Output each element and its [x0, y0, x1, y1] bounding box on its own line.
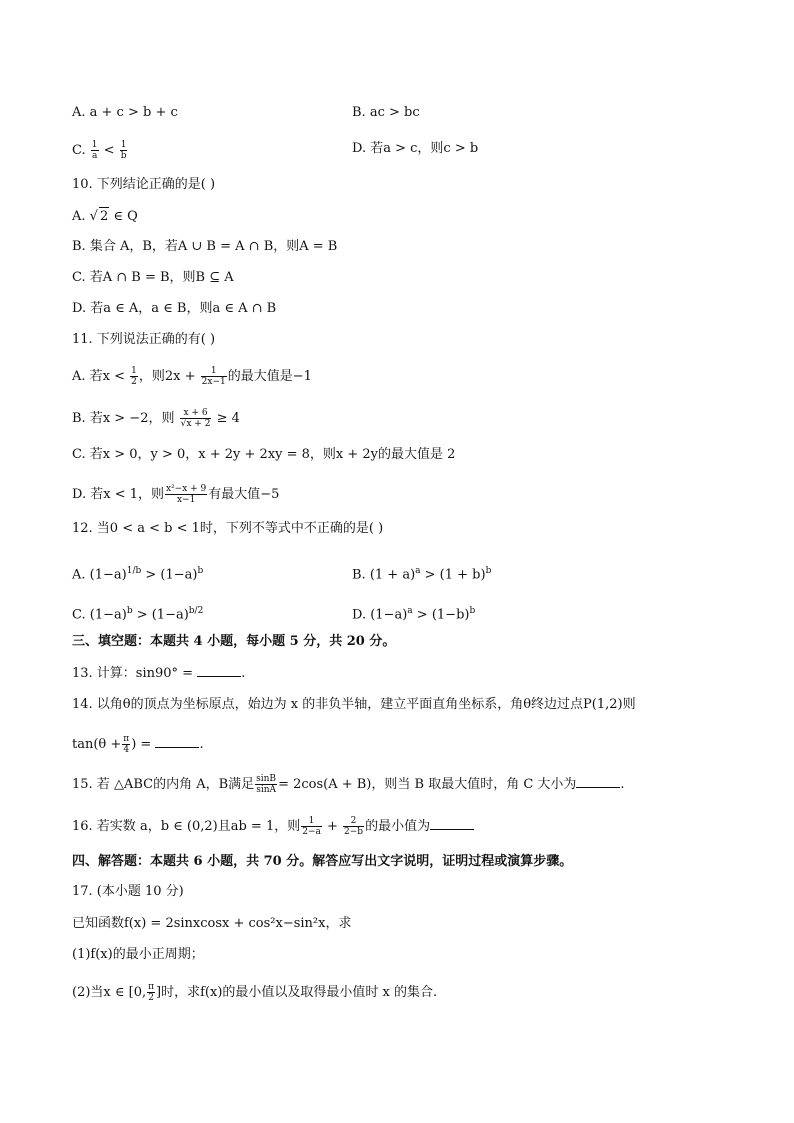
q14-line-2	[72, 734, 204, 755]
q15-suffix: = 2cos(A + B)，则当 B 取最大值时，角 C 大小为	[278, 777, 577, 792]
q12-b-exponent-2: b	[485, 566, 492, 576]
answer-blank	[430, 817, 474, 830]
answer-blank	[576, 775, 620, 788]
q16-f2-den: 2−b	[344, 827, 364, 837]
section-4-heading-text: 四、解答题：本题共 6 小题，共 70 分。解答应写出文字说明，证明过程或演算步骤。	[72, 854, 573, 869]
section-3-heading-text: 三、填空题：本题共 4 小题，每小题 5 分，共 20 分。	[72, 634, 396, 649]
q11-stem-text: 11. 下列说法正确的有( )	[72, 332, 216, 347]
q17-head	[72, 883, 184, 901]
q11-d-den: x−1	[176, 495, 196, 505]
q11-a-f2-num: 1	[201, 366, 227, 377]
q12-a-base: A. (1−a)	[72, 567, 127, 583]
q12-c-rest: > (1−a)	[132, 607, 189, 623]
q10-option-b	[72, 238, 337, 256]
q11-a-f1-den: 2	[131, 377, 137, 387]
q16-suffix: 的最小值为	[365, 819, 431, 834]
q10-option-c-text: C. 若A ∩ B = B，则B ⊆ A	[72, 270, 234, 285]
q10-stem	[72, 176, 215, 194]
q15-den: sinA	[256, 785, 276, 795]
q10-option-b-text: B. 集合 A，B，若A ∪ B = A ∩ B，则A = B	[72, 239, 338, 254]
q12-option-d	[352, 602, 475, 624]
answer-blank	[197, 664, 241, 677]
sqrt-symbol: √	[89, 209, 98, 224]
q17-part-2	[72, 982, 437, 1003]
q12-c-exponent: b	[126, 606, 133, 616]
q12-b-rest: > (1 + b)	[420, 567, 486, 583]
q16-f2-num: 2	[343, 816, 364, 827]
q14-den: 4	[123, 745, 130, 755]
q12-a-exponent: 1/b	[126, 566, 142, 576]
q10-option-a	[72, 207, 138, 226]
q15-fraction	[255, 774, 277, 795]
q13	[72, 664, 245, 683]
q11-option-a	[72, 366, 312, 387]
q11-a-fraction-1	[130, 366, 138, 387]
q9-option-d-text: D. 若a > c，则c > b	[352, 141, 479, 156]
q17-part-1	[72, 946, 204, 964]
q13-end: .	[241, 666, 246, 681]
q10-option-c	[72, 269, 234, 287]
q12-d-exponent: a	[407, 606, 413, 616]
q14-l2-mid: ) =	[131, 737, 156, 752]
q9-option-d	[352, 140, 478, 158]
section-4-heading	[72, 853, 572, 871]
q12-stem-text: 12. 当0 < a < b < 1时，下列不等式中不正确的是( )	[72, 521, 384, 536]
q12-option-a	[72, 562, 203, 584]
q17-part-1-text: (1)f(x)的最小正周期；	[72, 947, 204, 962]
q17-stem-text: 已知函数f(x) = 2sinxcosx + cos²x−sin²x，求	[72, 916, 352, 931]
q17-fraction	[147, 982, 155, 1003]
q17-head-text: 17. (本小题 10 分)	[72, 884, 184, 899]
q14-l2-prefix: tan(θ +	[72, 737, 122, 752]
q12-c-exponent-2: b/2	[188, 606, 204, 616]
q12-d-base: D. (1−a)	[352, 607, 408, 623]
q12-stem	[72, 520, 383, 538]
q12-a-exponent-2: b	[197, 566, 204, 576]
q12-a-rest: > (1−a)	[141, 567, 198, 583]
q11-a-prefix: A. 若x <	[72, 369, 126, 384]
q9-option-a-text: A. a + c > b + c	[72, 105, 178, 120]
q14-line-1	[72, 696, 636, 714]
q11-b-fraction	[180, 408, 212, 429]
q9-c-operator: <	[103, 143, 115, 158]
q9-c-den2: b	[120, 151, 127, 161]
q11-a-f2-den: 2x−1	[201, 377, 226, 387]
q15	[72, 774, 625, 795]
q11-d-num: x²−x + 9	[165, 484, 207, 494]
q10-a-suffix: ∈ Q	[109, 209, 138, 224]
q12-b-base: B. (1 + a)	[352, 567, 416, 583]
q9-option-c-label: C.	[72, 143, 86, 158]
q16-plus: +	[322, 819, 343, 834]
q11-stem	[72, 331, 215, 349]
q11-d-prefix: D. 若x < 1，则	[72, 487, 164, 502]
q10-option-d	[72, 300, 276, 318]
q9-option-b	[352, 104, 420, 122]
q16-fraction-2	[343, 816, 364, 837]
q9-c-fraction-1	[91, 140, 99, 161]
q12-d-rest: > (1−b)	[412, 607, 470, 623]
q11-option-b	[72, 408, 240, 429]
q11-a-suffix: 的最大值是−1	[227, 369, 312, 384]
q11-a-f1-num: 1	[131, 366, 137, 376]
answer-blank	[155, 735, 199, 748]
q10-option-d-text: D. 若a ∈ A，a ∈ B，则a ∈ A ∩ B	[72, 301, 277, 316]
q15-end: .	[620, 777, 625, 792]
q10-a-label: A.	[72, 209, 90, 224]
q12-d-exponent-2: b	[469, 606, 476, 616]
q11-d-suffix: 有最大值−5	[208, 487, 280, 502]
q14-end: .	[199, 737, 204, 752]
q11-d-fraction	[165, 484, 207, 505]
q11-b-num: x + 6	[180, 408, 212, 419]
q10-a-radicand: 2	[99, 209, 109, 224]
q11-option-c	[72, 446, 455, 464]
q9-option-c	[72, 140, 128, 161]
q16-fraction-1	[301, 816, 322, 837]
q9-c-fraction-2	[120, 140, 128, 161]
q12-c-base: C. (1−a)	[72, 607, 127, 623]
q11-option-c-text: C. 若x > 0，y > 0，x + 2y + 2xy = 8，则x + 2y的最大值是 2	[72, 447, 456, 462]
q16	[72, 816, 474, 837]
q9-c-den1: a	[91, 151, 98, 161]
q12-option-b	[352, 562, 491, 584]
q16-prefix: 16. 若实数 a，b ∈ (0,2)且ab = 1，则	[72, 819, 301, 834]
q11-b-prefix: B. 若x > −2，则	[72, 411, 175, 426]
q16-f1-num: 1	[301, 816, 322, 827]
q11-b-suffix: ≥ 4	[216, 411, 240, 426]
q12-b-exponent: a	[415, 566, 421, 576]
q17-stem	[72, 915, 351, 933]
q9-c-num1: 1	[91, 140, 98, 150]
q17-den: 2	[148, 993, 154, 1003]
q15-prefix: 15. 若 △ABC的内角 A，B满足	[72, 777, 255, 792]
q17-num: π	[148, 982, 155, 992]
q16-f1-den: 2−a	[302, 827, 321, 837]
q15-num: sinB	[256, 774, 277, 784]
q12-option-c	[72, 602, 203, 624]
q11-option-d	[72, 484, 279, 505]
q9-c-num2: 1	[120, 140, 127, 150]
q11-b-den: √x + 2	[180, 419, 211, 429]
q9-option-b-text: B. ac > bc	[352, 105, 420, 120]
q11-a-fraction-2	[201, 366, 227, 387]
q11-a-mid: ，则2x +	[138, 369, 196, 384]
q14-fraction	[122, 734, 130, 755]
q13-text: 13. 计算：sin90° =	[72, 666, 198, 681]
q17-p2-prefix: (2)当x ∈ [0,	[72, 985, 147, 1000]
q14-line-1-text: 14. 以角θ的顶点为坐标原点，始边为 x 的非负半轴，建立平面直角坐标系，角θ终边过点P(1,2)则	[72, 697, 636, 712]
q14-num: π	[123, 734, 130, 744]
q9-option-a	[72, 104, 178, 122]
q10-stem-text: 10. 下列结论正确的是( )	[72, 177, 216, 192]
section-3-heading	[72, 633, 395, 651]
q17-p2-suffix: ]时，求f(x)的最小值以及取得最小值时 x 的集合.	[156, 985, 438, 1000]
